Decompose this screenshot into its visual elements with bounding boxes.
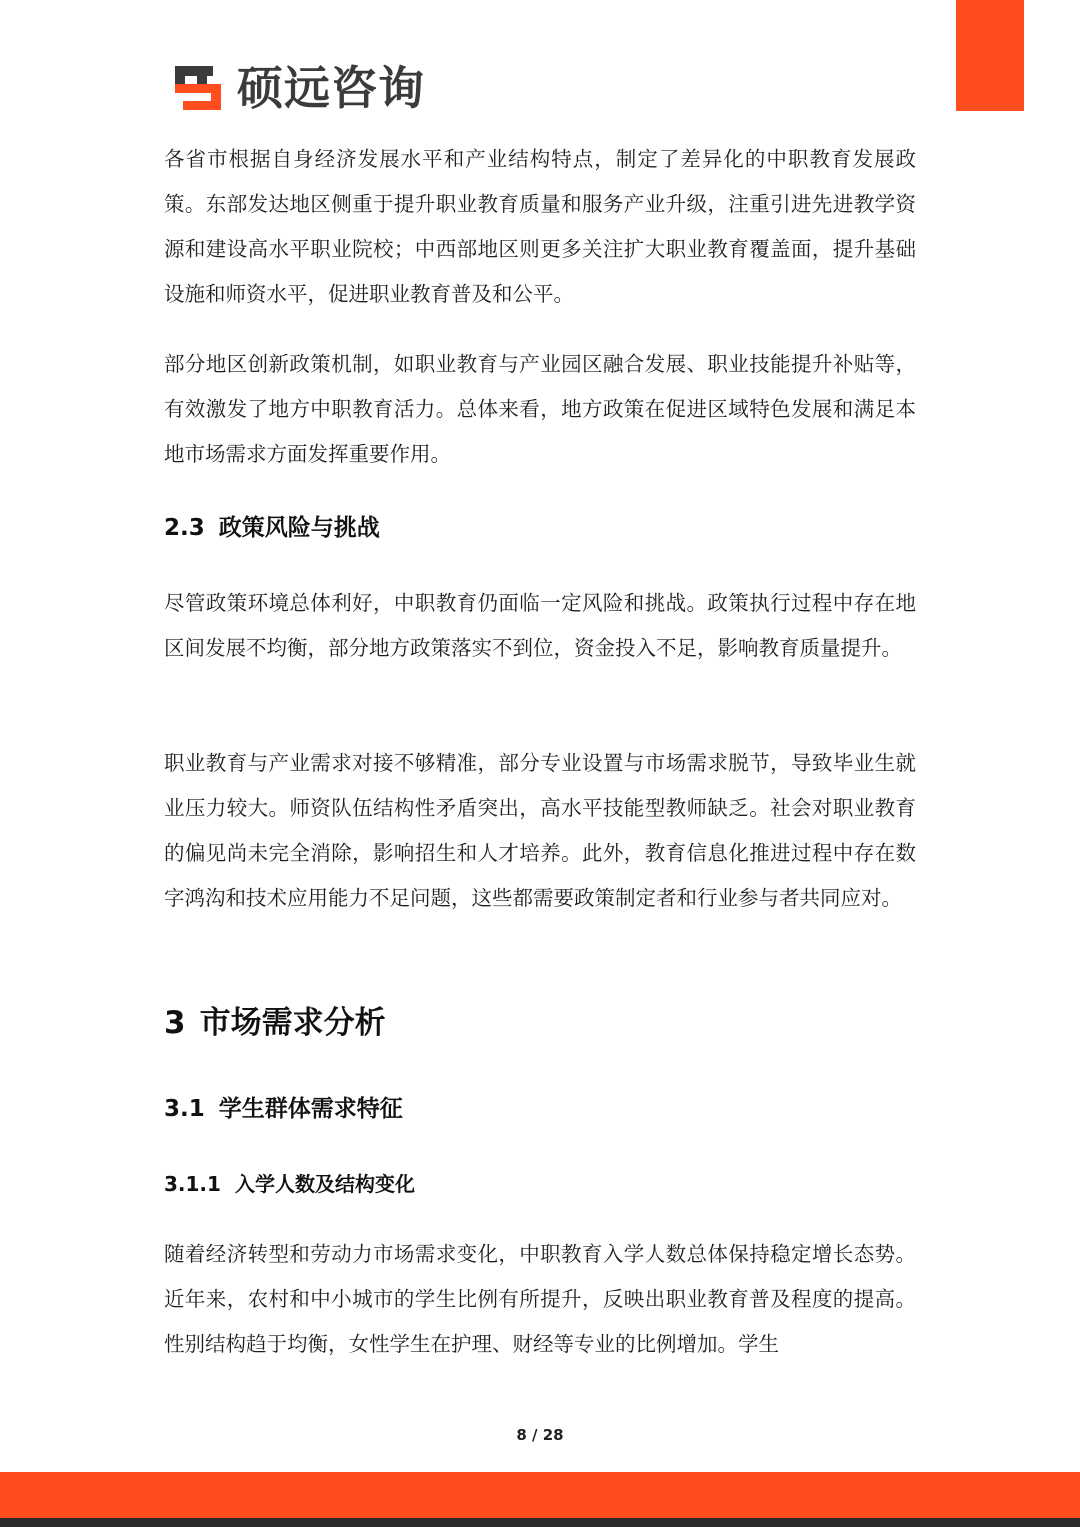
brand-logo-icon bbox=[175, 62, 227, 114]
chapter-heading-3 bbox=[164, 1001, 386, 1045]
section-title: 政策风险与挑战 bbox=[218, 515, 380, 541]
footer-dark-strip bbox=[0, 1518, 1080, 1527]
corner-accent-block bbox=[956, 0, 1024, 111]
chapter-number: 3 bbox=[164, 1005, 186, 1041]
page-number: 8 / 28 bbox=[516, 1426, 564, 1444]
paragraph-industry-challenges: 职业教育与产业需求对接不够精准，部分专业设置与市场需求脱节，导致毕业生就业压力较大。师资队伍结构性矛盾突出，高水平技能型教师缺乏。社会对职业教育的偏见尚未完全消除，影响招生和人才培养。此外，教育信息化推进过程中存在数字鸿沟和技术应用能力不足问题，这些都需要政策制定者和行业参与者共同应对。 bbox=[164, 751, 916, 910]
brand-logo bbox=[175, 58, 425, 118]
section-number: 3.1 bbox=[164, 1096, 205, 1122]
paragraph-policy-risks: 尽管政策环境总体利好，中职教育仍面临一定风险和挑战。政策执行过程中存在地区间发展不均衡，部分地方政策落实不到位，资金投入不足，影响教育质量提升。 bbox=[164, 591, 916, 660]
section-title: 学生群体需求特征 bbox=[218, 1096, 403, 1122]
paragraph-enrollment-changes: 随着经济转型和劳动力市场需求变化，中职教育入学人数总体保持稳定增长态势。近年来，农村和中小城市的学生比例有所提升，反映出职业教育普及程度的提高。性别结构趋于均衡，女性学生在护理、财经等专业的比例增加。学生 bbox=[164, 1242, 916, 1356]
section-heading-2-3 bbox=[164, 512, 380, 544]
brand-name: 硕远咨询 bbox=[237, 61, 425, 115]
subsection-title: 入学人数及结构变化 bbox=[234, 1172, 415, 1196]
footer-accent-bar bbox=[0, 1472, 1080, 1518]
section-number: 2.3 bbox=[164, 515, 205, 541]
paragraph-regional-policies: 各省市根据自身经济发展水平和产业结构特点，制定了差异化的中职教育发展政策。东部发达地区侧重于提升职业教育质量和服务产业升级，注重引进先进教学资源和建设高水平职业院校；中西部地区则更多关注扩大职业教育覆盖面，提升基础设施和师资水平，促进职业教育普及和公平。 bbox=[164, 147, 916, 306]
chapter-title: 市场需求分析 bbox=[199, 1005, 386, 1041]
section-heading-3-1 bbox=[164, 1093, 403, 1125]
subsection-number: 3.1.1 bbox=[164, 1172, 221, 1196]
paragraph-policy-innovation: 部分地区创新政策机制，如职业教育与产业园区融合发展、职业技能提升补贴等，有效激发了地方中职教育活力。总体来看，地方政策在促进区域特色发展和满足本地市场需求方面发挥重要作用。 bbox=[164, 352, 916, 466]
subsection-heading-3-1-1 bbox=[164, 1169, 415, 1199]
